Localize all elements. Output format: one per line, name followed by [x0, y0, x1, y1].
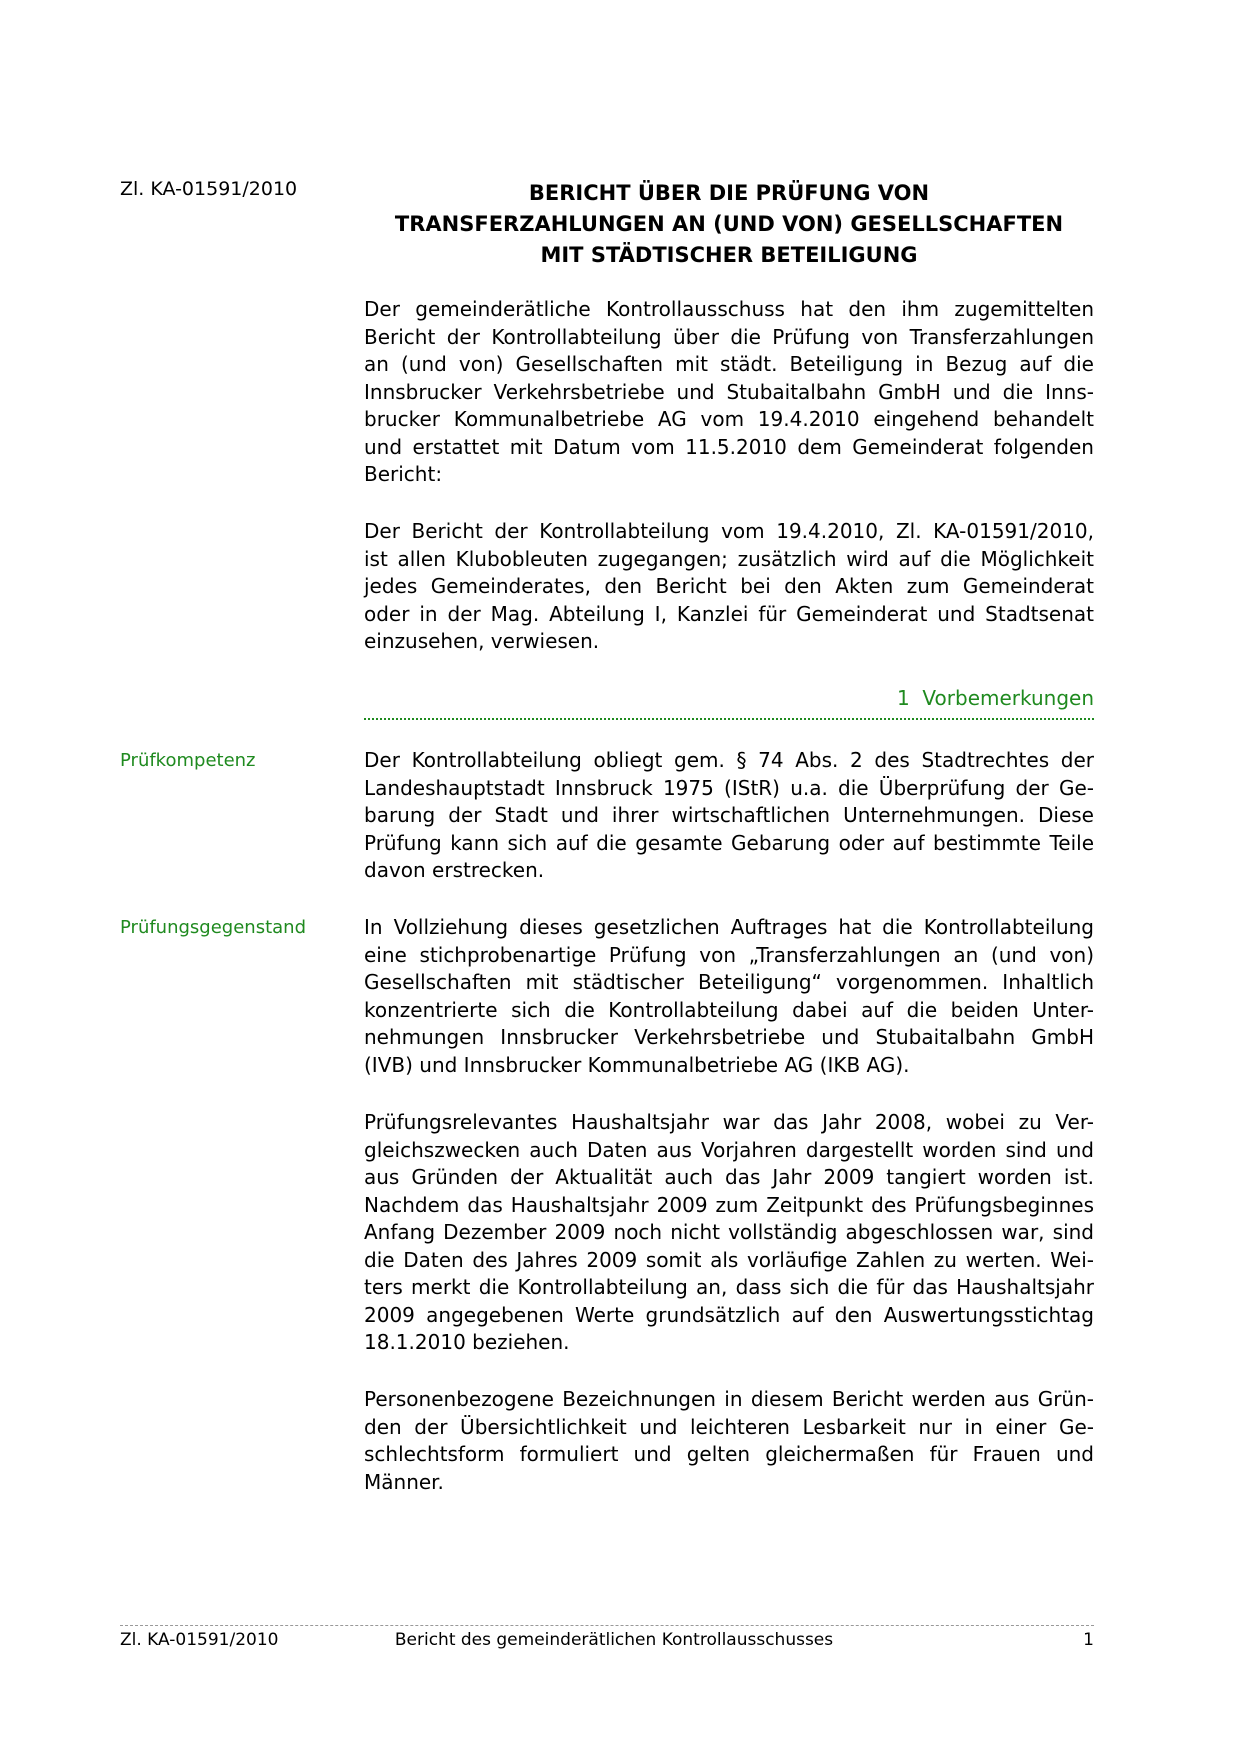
section-divider [364, 718, 1094, 720]
text-line: davon erstrecken. [364, 858, 545, 882]
text-line: Nachdem das Haushaltsjahr 2009 zum Zeitpunkt des Prüfungsbeginnes [364, 1192, 1094, 1217]
text-line: Personenbezogene Bezeichnungen in diesem Bericht werden aus Grün- [364, 1387, 1094, 1411]
text-line: und erstattet mit Datum vom 11.5.2010 dem Gemeinderat folgenden [364, 434, 1094, 459]
subject-paragraph [364, 914, 1094, 1079]
text-line: nehmungen Innsbrucker Verkehrsbetriebe und Stubaitalbahn GmbH [364, 1025, 1094, 1049]
text-line: Bericht: [364, 462, 443, 486]
intro-paragraph-1 [364, 296, 1094, 489]
text-line: ters merkt die Kontrollabteilung an, dass sich die für das Haushaltsjahr [364, 1275, 1094, 1299]
section-number: 1 [896, 686, 910, 710]
text-line: an (und von) Gesellschaften mit städt. Beteiligung in Bezug auf die [364, 352, 1094, 376]
text-line: brucker Kommunalbetriebe AG vom 19.4.2010 eingehend behandelt [364, 407, 1094, 431]
intro-paragraph-2 [364, 518, 1094, 656]
text-line: gleichszwecken auch Daten aus Vorjahren dargestellt worden sind und [364, 1137, 1094, 1162]
text-line: Innsbrucker Verkehrsbetriebe und Stubaitalbahn GmbH und die Inns- [364, 379, 1094, 404]
text-line: Gesellschaften mit städtischer Beteiligung“ vorgenommen. Inhaltlich [364, 970, 1094, 994]
margin-label-subject: Prüfungsgegenstand [120, 917, 307, 938]
text-line: (IVB) und Innsbrucker Kommunalbetriebe AG (IKB AG). [364, 1052, 910, 1077]
text-line: Bericht der Kontrollabteilung über die Prüfung von Transferzahlungen [364, 324, 1094, 349]
title-line: BERICHT ÜBER DIE PRÜFUNG VON [528, 181, 930, 205]
footer-reference: Zl. KA-01591/2010 [120, 1630, 279, 1650]
text-line: barung der Stadt und ihrer wirtschaftlichen Unternehmungen. Diese [364, 803, 1094, 827]
text-line: Landeshauptstadt Innsbruck 1975 (IStR) u.a. die Überprüfung der Ge- [364, 775, 1094, 800]
text-line: oder in der Mag. Abteilung I, Kanzlei für Gemeinderat und Stadtsenat [364, 601, 1094, 626]
text-line: Der Bericht der Kontrollabteilung vom 19.4.2010, Zl. KA-01591/2010, [364, 519, 1094, 543]
text-line: 2009 angegebenen Werte grundsätzlich auf den Auswertungsstichtag [364, 1302, 1094, 1327]
title-line: MIT STÄDTISCHER BETEILIGUNG [540, 243, 918, 267]
footer-title: Bericht des gemeinderätlichen Kontrollausschusses [394, 1630, 834, 1650]
text-line: einzusehen, verwiesen. [364, 629, 600, 653]
footer-divider [120, 1625, 1094, 1626]
fiscal-year-paragraph [364, 1109, 1094, 1357]
text-line: jedes Gemeinderates, den Bericht bei den Akten zum Gemeinderat [364, 574, 1094, 598]
section-title: Vorbemerkungen [922, 686, 1094, 710]
text-line: Der Kontrollabteilung obliegt gem. § 74 Abs. 2 des Stadtrechtes der [364, 748, 1094, 772]
page-number: 1 [1083, 1630, 1094, 1650]
text-line: Prüfungsrelevantes Haushaltsjahr war das Jahr 2008, wobei zu Ver- [364, 1110, 1094, 1134]
text-line: aus Gründen der Aktualität auch das Jahr 2009 tangiert worden ist. [364, 1165, 1094, 1189]
reference-number: Zl. KA-01591/2010 [120, 178, 298, 200]
competence-paragraph [364, 747, 1094, 885]
section-heading [364, 686, 1094, 710]
text-line: schlechtsform formuliert und gelten gleichermaßen für Frauen und [364, 1442, 1094, 1466]
text-line: Der gemeinderätliche Kontrollausschuss hat den ihm zugemittelten [364, 297, 1094, 321]
text-line: konzentrierte sich die Kontrollabteilung dabei auf die beiden Unter- [364, 997, 1094, 1022]
text-line: die Daten des Jahres 2009 somit als vorläufige Zahlen zu werten. Wei- [364, 1247, 1094, 1272]
text-line: Prüfung kann sich auf die gesamte Gebarung oder auf bestimmte Teile [364, 830, 1094, 855]
gender-note-paragraph [364, 1386, 1094, 1496]
report-title [364, 178, 1094, 271]
text-line: Anfang Dezember 2009 noch nicht vollständig abgeschlossen war, sind [364, 1220, 1094, 1244]
margin-label-competence: Prüfkompetenz [120, 750, 256, 771]
text-line: 18.1.2010 beziehen. [364, 1330, 570, 1354]
text-line: In Vollziehung dieses gesetzlichen Auftrages hat die Kontrollabteilung [364, 915, 1094, 939]
text-line: eine stichprobenartige Prüfung von „Transferzahlungen an (und von) [364, 942, 1094, 967]
text-line: Männer. [364, 1469, 444, 1494]
text-line: den der Übersichtlichkeit und leichteren Lesbarkeit nur in einer Ge- [364, 1414, 1094, 1439]
text-line: ist allen Klubobleuten zugegangen; zusätzlich wird auf die Möglichkeit [364, 546, 1094, 571]
title-line: TRANSFERZAHLUNGEN AN (UND VON) GESELLSCHAFTEN [394, 212, 1064, 236]
